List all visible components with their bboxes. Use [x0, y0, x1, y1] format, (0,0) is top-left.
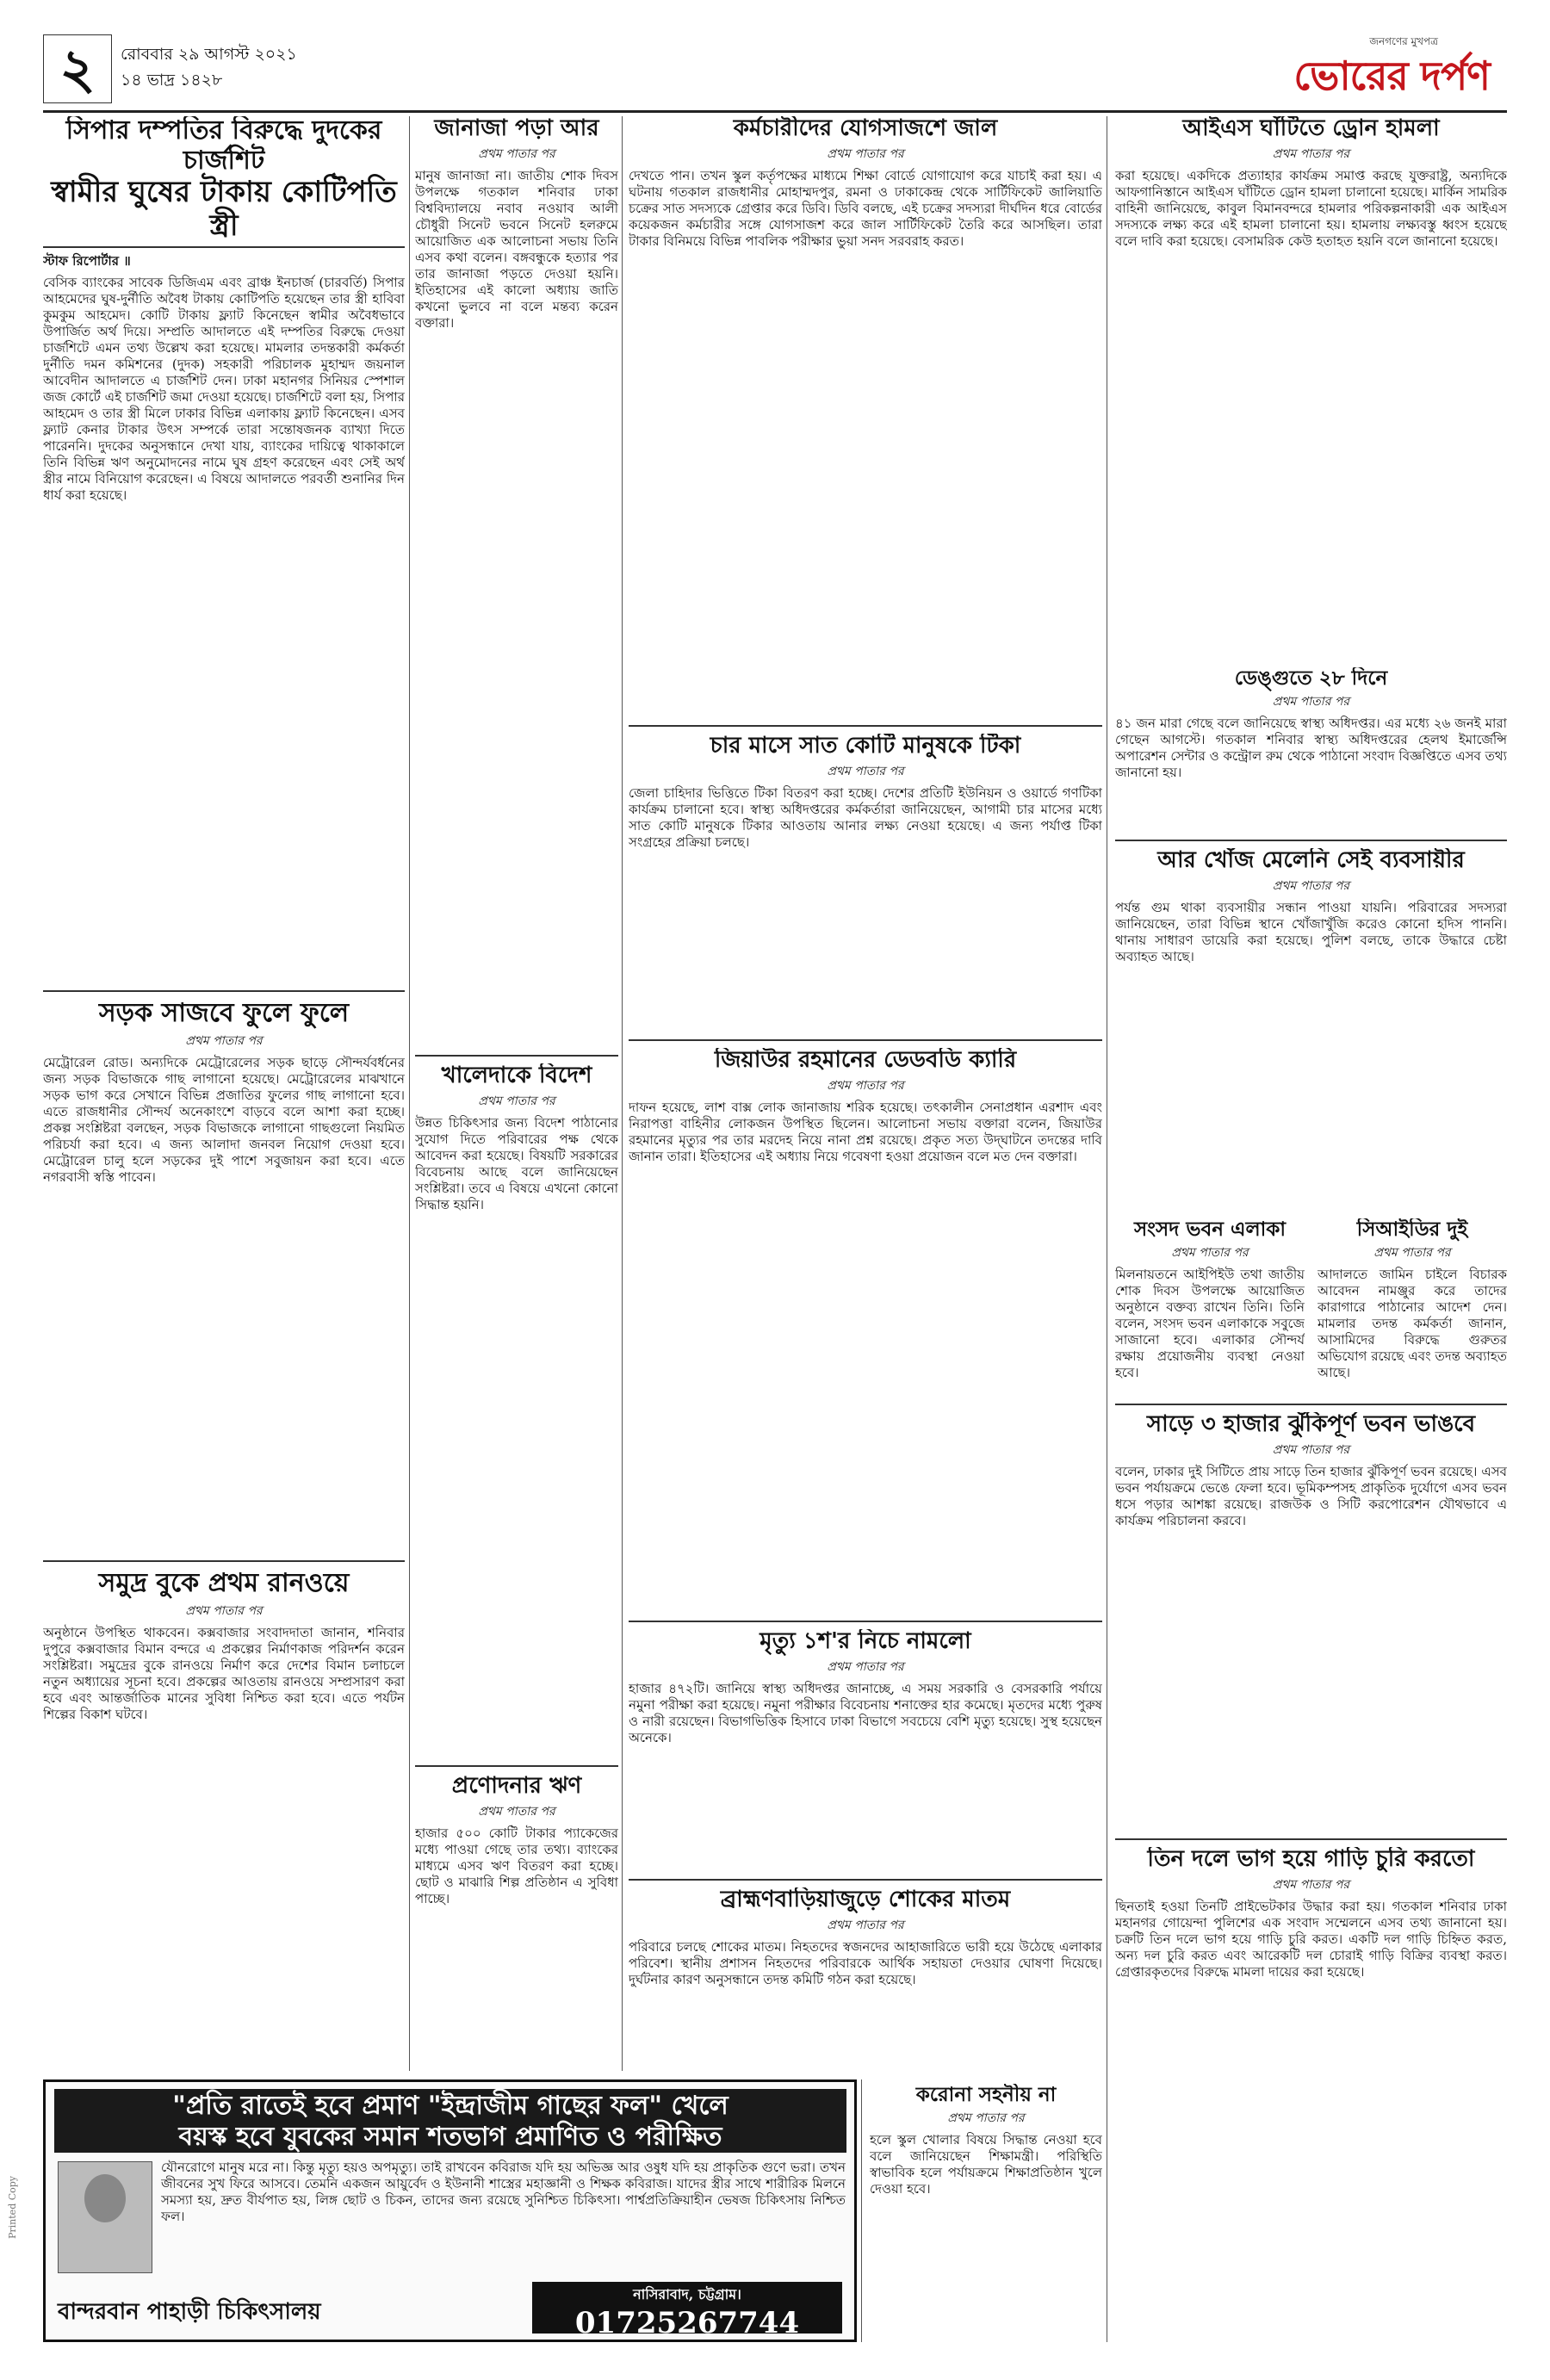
masthead-title: ভোরের দর্পণ — [1293, 53, 1490, 99]
article-headline: ব্রাহ্মণবাড়িয়াজুড়ে শোকের মাতম — [720, 1887, 1011, 1912]
section-divider — [629, 1621, 1102, 1622]
article-janaza — [415, 116, 618, 1046]
article-jump-label: প্রথম পাতার পর — [827, 1659, 904, 1674]
article-dengue-28-days — [1115, 667, 1507, 831]
article-body: অনুষ্ঠানে উপস্থিত থাকবেন। কক্সবাজার সংবাদদাতা জানান, শনিবার দুপুরে কক্সবাজার বিমান বন্দরে এ প্রকল্পের নির্মাণকাজ পরিদর্শন করেন সংশ্লিষ্টরা। সমুদ্রের বুকে রানওয়ে নির্মাণ করে দেশের বিমান চলাচলে নতুন অধ্যায়ের সূচনা হবে। প্রকল্পের আওতায় রানওয়ে সম্প্রসারণ করা হবে এবং আন্তর্জাতিক মানের সুবিধা নিশ্চিত করা হবে। এতে পর্যটন শিল্পের বিকাশ ঘটবে। — [43, 1624, 405, 1722]
article-headline: তিন দলে ভাগ হয়ে গাড়ি চুরি করতো — [1147, 1847, 1475, 1872]
article-parliament-area — [1115, 1218, 1305, 1399]
ad-address: নাসিরাবাদ, চট্টগ্রাম। — [633, 2286, 741, 2303]
ad-banner — [54, 2089, 846, 2153]
article-body: করা হয়েছে। একদিকে প্রত্যাহার কার্যক্রম সমাপ্ত করছে যুক্তরাষ্ট্র, অন্যদিকে আফগানিস্তানে আইএস ঘাঁটিতে ড্রোন হামলা চালানো হয়েছে। মার্কিন সামরিক বাহিনী জানিয়েছে, কাবুল বিমানবন্দরে হামলার পরিকল্পনাকারী এক আইএস সদস্যকে লক্ষ্য করে এই হামলা চালানো হয়। হামলায় লক্ষ্যবস্তু ধ্বংস হয়েছে বলে দাবি করা হয়েছে। বেসামরিক কেউ হতাহত হয়নি বলে জানানো হয়েছে। — [1115, 167, 1507, 249]
ad-body: যৌনরোগে মানুষ মরে না। কিন্তু মৃত্যু হয়ও অপমৃত্যু। তাই রাখবেন কবিরাজ যদি হয় অভিজ্ঞ আর ওষুধ যদি হয় প্রাকৃতিক গুণে ভরা। তখন জীবনের সুখ ফিরে আসবে। তেমনি একজন আয়ুর্বেদ ও ইউনানী শাস্ত্রের মহাজ্ঞানী ও শিক্ষক কবিরাজ। যাদের স্ত্রীর সাথে শারীরিক মিলনে সমস্যা হয়, দ্রুত বীর্যপাত হয়, লিঙ্গ ছোট ও চিকন, তাদের জন্য রয়েছে সুনিশ্চিত চিকিৎসা। পার্শ্বপ্রতিক্রিয়াহীন ভেষজ চিকিৎসায় নিশ্চিত ফল। — [161, 2160, 846, 2224]
article-body: পর্যন্ত গুম থাকা ব্যবসায়ীর সন্ধান পাওয়া যায়নি। পরিবারের সদস্যরা জানিয়েছেন, তারা বিভিন্ন স্থানে খোঁজাখুঁজি করেও কোনো হদিস পাননি। থানায় সাধারণ ডায়েরি করা হয়েছে। পুলিশ বলছে, তাকে উদ্ধারে চেষ্টা অব্যাহত আছে। — [1115, 899, 1507, 964]
article-ziaur-deadbody — [629, 1048, 1102, 1612]
article-jump-label: প্রথম পাতার পর — [1272, 146, 1350, 161]
article-headline: সড়ক সাজবে ফুলে ফুলে — [98, 999, 350, 1028]
article-cid-two — [1318, 1218, 1507, 1399]
article-car-theft — [1115, 1847, 1507, 2342]
article-body: বলেন, ঢাকার দুই সিটিতে প্রায় সাড়ে তিন হাজার ঝুঁকিপূর্ণ ভবন রয়েছে। এসব ভবন পর্যায়ক্রমে ভেঙে ফেলা হবে। ভূমিকম্পসহ প্রাকৃতিক দুর্যোগে এসব ভবন ধসে পড়ার আশঙ্কা রয়েছে। রাজউক ও সিটি করপোরেশন যৌথভাবে এ কার্যক্রম পরিচালনা করবে। — [1115, 1463, 1507, 1528]
article-headline: জানাজা পড়া আর — [434, 116, 599, 141]
article-headline: করোনা সহনীয় না — [915, 2084, 1057, 2106]
article-jump-label: প্রথম পাতার পর — [1272, 1877, 1350, 1892]
article-byline: স্টাফ রিপোর্টার ॥ — [43, 253, 131, 270]
article-brahmanbaria-mourning — [629, 1887, 1102, 2073]
article-missing-businessman — [1115, 848, 1507, 1210]
article-headline: প্রণোদনার ঋণ — [451, 1774, 582, 1799]
ad-clinic-name: বান্দরবান পাহাড়ী চিকিৎসালয় — [58, 2299, 321, 2325]
article-headline: জিয়াউর রহমানের ডেডবডি ক্যারি — [714, 1048, 1017, 1073]
article-incentive-loan — [415, 1774, 618, 2071]
section-divider — [1115, 1838, 1507, 1840]
article-body: ছিনতাই হওয়া তিনটি প্রাইভেটকার উদ্ধার করা হয়। গতকাল শনিবার ঢাকা মহানগর গোয়েন্দা পুলিশের এক সংবাদ সম্মেলনে এসব তথ্য জানানো হয়। চক্রটি তিন দলে ভাগ হয়ে গাড়ি চুরি করত। একটি দল গাড়ি চিহ্নিত করত, অন্য দল চুরি করত এবং আরেকটি দল চোরাই গাড়ি বিক্রির ব্যবস্থা করত। গ্রেপ্তারকৃতদের বিরুদ্ধে মামলা দায়ের করা হয়েছে। — [1115, 1898, 1507, 1980]
article-body: মিলনায়তনে আইপিইউ তথা জাতীয় শোক দিবস উপলক্ষে আয়োজিত অনুষ্ঠানে বক্তব্য রাখেন তিনি। তিনি বলেন, সংসদ ভবন এলাকাকে সবুজে সাজানো হবে। এলাকার সৌন্দর্য রক্ষায় প্রয়োজনীয় ব্যবস্থা নেওয়া হবে। — [1115, 1267, 1305, 1381]
article-body: হাজার ৪৭২টি। জানিয়ে স্বাস্থ্য অধিদপ্তর জানাচ্ছে, এ সময় সরকারি ও বেসরকারি পর্যায়ে নমুনা পরীক্ষা করা হয়েছে। নমুনা পরীক্ষার বিবেচনায় শনাক্তের হার কমেছে। মৃতদের মধ্যে পুরুষ ও নারী রয়েছেন। বিভাগভিত্তিক হিসাবে ঢাকা বিভাগে সবচেয়ে বেশি মৃত্যু হয়েছে। সুস্থ হয়েছেন অনেকে। — [629, 1680, 1102, 1745]
article-risky-buildings — [1115, 1412, 1507, 1830]
column-divider — [622, 116, 623, 2071]
section-divider — [1115, 1404, 1507, 1405]
article-jump-label: প্রথম পাতার পর — [1272, 878, 1350, 893]
page-header — [43, 34, 1507, 112]
article-body: হাজার ৫০০ কোটি টাকার প্যাকেজের মধ্যে পাওয়া গেছে তার তথ্য। ব্যাংকের মাধ্যমে এসব ঋণ বিতরণ করা হচ্ছে। ছোট ও মাঝারি শিল্প প্রতিষ্ঠান এ সুবিধা পাচ্ছে। — [415, 1825, 618, 1906]
article-jump-label: প্রথম পাতার পর — [827, 1078, 904, 1093]
date-gregorian: রোববার ২৯ আগস্ট ২০২১ — [121, 45, 297, 64]
article-isis-drone-strike — [1115, 116, 1507, 659]
article-jump-label: প্রথম পাতার পর — [478, 1804, 555, 1819]
article-fake-certificate — [629, 116, 1102, 715]
article-jump-label: প্রথম পাতার পর — [1171, 1246, 1249, 1261]
date-bangla: ১৪ ভাদ্র ১৪২৮ — [121, 71, 223, 90]
article-headline: আইএস ঘাঁটিতে ড্রোন হামলা — [1182, 116, 1440, 141]
section-divider — [629, 725, 1102, 727]
section-divider — [415, 1765, 618, 1767]
column-divider — [409, 116, 410, 2071]
article-headline: সমুদ্র বুকে প্রথম রানওয়ে — [98, 1569, 350, 1598]
article-jump-label: প্রথম পাতার পর — [478, 1094, 555, 1108]
article-road-flowers — [43, 999, 405, 1550]
article-jump-label: প্রথম পাতার পর — [827, 146, 904, 161]
article-khaleda-abroad — [415, 1063, 618, 1757]
article-jump-label: প্রথম পাতার পর — [1272, 1442, 1350, 1457]
section-divider — [629, 1879, 1102, 1881]
article-body: দেখতে পান। তখন স্কুল কর্তৃপক্ষের মাধ্যমে শিক্ষা বোর্ডে যোগাযোগ করে যাচাই করা হয়। এ ঘটনায় গতকাল রাজধানীর মোহাম্মদপুর, রমনা ও ঢাকাকেন্দ্র থেকে সার্টিফিকেট জালিয়াতি চক্রের সাত সদস্যকে গ্রেপ্তার করে ডিবি। ডিবি বলছে, এই চক্রের সদস্যরা দীর্ঘদিন ধরে বোর্ডের কয়েকজন কর্মচারীর সঙ্গে যোগসাজশ করে জাল সার্টিফিকেট তৈরি করে আসছিল। তারা টাকার বিনিময়ে বিভিন্ন পাবলিক পরীক্ষার ভুয়া সনদ সরবরাহ করত। — [629, 167, 1102, 249]
date-block — [121, 41, 297, 93]
advertisement — [43, 2079, 857, 2342]
article-body: বেসিক ব্যাংকের সাবেক ডিজিএম এবং ব্রাঞ্চ ইনচার্জ (চারবর্তি) সিপার আহমেদের ঘুষ-দুর্নীতি অবৈধ টাকায় কোটিপতি হয়েছেন তার স্ত্রী হাবিবা কুমকুম আহমেদ। কোটি টাকায় ফ্ল্যাট কিনেছেন স্বামীর অবৈধভাবে উপার্জিত অর্থ দিয়ে। সম্প্রতি আদালতে এই দম্পতির বিরুদ্ধে দেওয়া চার্জশিটে এমন তথ্য উল্লেখ করা হয়েছে। মামলার তদন্তকারী কর্মকর্তা দুর্নীতি দমন কমিশনের (দুদক) সহকারী পরিচালক মুহাম্মদ জয়নাল আবেদীন আদালতে এ চার্জশিট দেন। ঢাকা মহানগর সিনিয়র স্পেশাল জজ কোর্টে এই চার্জশিট জমা দেওয়া হয়েছে। চার্জশিটে বলা হয়, সিপার আহমেদ ও তার স্ত্রী মিলে ঢাকার বিভিন্ন এলাকায় ফ্ল্যাট কিনেছেন। এসব ফ্ল্যাট কেনার টাকার উৎস সম্পর্কে তারা সন্তোষজনক ব্যাখ্যা দিতে পারেননি। দুদকের অনুসন্ধানে দেখা যায়, ব্যাংকের দায়িত্বে থাকাকালে তিনি বিভিন্ন ঋণ অনুমোদনের নামে ঘুষ গ্রহণ করেছেন এবং সেই অর্থ স্ত্রীর নামে বিনিয়োগ করেছেন। এ বিষয়ে আদালতে পরবর্তী শুনানির দিন ধার্য করা হয়েছে। — [43, 275, 405, 504]
article-body: পরিবারে চলছে শোকের মাতম। নিহতদের স্বজনদের আহাজারিতে ভারী হয়ে উঠেছে এলাকার পরিবেশ। স্থানীয় প্রশাসন নিহতদের পরিবারকে আর্থিক সহায়তা দেওয়ার ঘোষণা দিয়েছে। দুর্ঘটনার কারণ অনুসন্ধানে তদন্ত কমিটি গঠন করা হয়েছে। — [629, 1938, 1102, 1987]
article-headline: সিআইডির দুই — [1356, 1218, 1468, 1241]
section-divider — [43, 990, 405, 992]
article-jump-label: প্রথম পাতার পর — [185, 1603, 263, 1618]
article-headline: মৃত্যু ১শ'র নিচে নামলো — [760, 1629, 971, 1654]
article-body: উন্নত চিকিৎসার জন্য বিদেশ পাঠানোর সুযোগ দিতে পরিবারের পক্ষ থেকে আবেদন করা হয়েছে। বিষয়টি সরকারের বিবেচনায় আছে বলে জানিয়েছেন সংশ্লিষ্টরা। তবে এ বিষয়ে এখনো কোনো সিদ্ধান্ত হয়নি। — [415, 1114, 618, 1212]
article-death-below-100 — [629, 1629, 1102, 1870]
article-jump-label: প্রথম পাতার পর — [827, 764, 904, 778]
article-body: দাফন হয়েছে, লাশ বাক্স লোক জানাজায় শরিক হয়েছে। তৎকালীন সেনাপ্রধান এরশাদ এবং নিরাপত্তা বাহিনীর লোকজন উপস্থিত ছিলেন। আলোচনা সভায় বক্তারা বলেন, জিয়াউর রহমানের মৃত্যুর পর তার মরদেহ নিয়ে নানা প্রশ্ন রয়েছে। প্রকৃত সত্য উদ্‌ঘাটনে তদন্তের দাবি জানান তারা। ইতিহাসের এই অধ্যায় নিয়ে গবেষণা হওয়া প্রয়োজন বলে মত দেন বক্তারা। — [629, 1099, 1102, 1164]
ad-banner-line: "প্রতি রাতেই হবে প্রমাণ "ইন্দ্রাজীম গাছের ফল" খেলে — [172, 2091, 728, 2121]
page-number: ২ — [43, 34, 112, 103]
article-vaccine-seven-crore — [629, 734, 1102, 1031]
column-divider — [861, 2079, 862, 2342]
article-headline: সংসদ ভবন এলাকা — [1133, 1218, 1286, 1241]
masthead — [1266, 34, 1490, 108]
ad-portrait-image — [58, 2161, 152, 2273]
article-body: মেট্রোরেল রোড। অন্যদিকে মেট্রোরেলের সড়ক ছাড়ে সৌন্দর্যবর্ধনের জন্য সড়ক বিভাজকে গাছ লাগানো হয়েছে। মেট্রোরেলের মাঝখানে সড়ক ভাগ করে সেখানে বিভিন্ন প্রজাতির ফুলের গাছ লাগানো হবে। এতে রাজধানীর সৌন্দর্য অনেকাংশে বাড়বে বলে আশা করা হচ্ছে। প্রকল্প সংশ্লিষ্টরা বলছেন, সড়ক বিভাজকে লাগানো গাছগুলো নিয়মিত পরিচর্যা করা হবে। এ জন্য আলাদা জনবল নিয়োগ দেওয়া হবে। মেট্রোরেল চালু হলে সড়কের দুই পাশে সবুজায়ন করা হবে। এতে নগরবাসী স্বস্তি পাবেন। — [43, 1054, 405, 1185]
section-divider — [629, 1039, 1102, 1041]
ad-banner-line: বয়স্ক হবে যুবকের সমান শতভাগ প্রমাণিত ও পরীক্ষিত — [178, 2122, 722, 2152]
section-divider — [1115, 840, 1507, 841]
article-jump-label: প্রথম পাতার পর — [1373, 1246, 1451, 1261]
article-body: মানুষ জানাজা না। জাতীয় শোক দিবস উপলক্ষে গতকাল শনিবার ঢাকা বিশ্ববিদ্যালয়ে নবাব নওয়াব আলী চৌধুরী সিনেট ভবনে সিনেট হলরুমে আয়োজিত এক আলোচনা সভায় তিনি এসব কথা বলেন। বঙ্গবন্ধুকে হত্যার পর তার জানাজা পড়তে দেওয়া হয়নি। ইতিহাসের এই কালো অধ্যায় জাতি কখনো ভুলবে না বলে মন্তব্য করেন বক্তারা। — [415, 167, 618, 331]
side-print-mark: Printed Copy — [7, 2175, 18, 2239]
article-headline: আর খোঁজ মেলেনি সেই ব্যবসায়ীর — [1157, 848, 1465, 873]
article-jump-label: প্রথম পাতার পর — [827, 1918, 904, 1932]
article-body: হলে স্কুল খোলার বিষয়ে সিদ্ধান্ত নেওয়া হবে বলে জানিয়েছেন শিক্ষামন্ত্রী। পরিস্থিতি স্বাভাবিক হলে পর্যায়ক্রমে শিক্ষাপ্রতিষ্ঠান খুলে দেওয়া হবে। — [870, 2132, 1102, 2197]
article-body: ৪১ জন মারা গেছে বলে জানিয়েছে স্বাস্থ্য অধিদপ্তর। এর মধ্যে ২৬ জনই মারা গেছেন আগস্টে। গতকাল শনিবার স্বাস্থ্য অধিদপ্তরের হেলথ ইমার্জেন্সি অপারেশন সেন্টার ও কন্ট্রোল রুম থেকে পাঠানো সংবাদ বিজ্ঞপ্তিতে এসব তথ্য জানানো হয়। — [1115, 716, 1507, 781]
article-subheadline: স্বামীর ঘুষের টাকায় কোটিপতি স্ত্রী — [43, 176, 405, 248]
section-divider — [43, 1560, 405, 1562]
article-headline: সাড়ে ৩ হাজার ঝুঁকিপূর্ণ ভবন ভাঙবে — [1146, 1412, 1476, 1437]
article-headline: সিপার দম্পতির বিরুদ্ধে দুদকের চার্জশিট — [65, 116, 382, 176]
article-body: আদালতে জামিন চাইলে বিচারক আবেদন নামঞ্জুর করে তাদের কারাগারে পাঠানোর আদেশ দেন। মামলার তদন্ত কর্মকর্তা জানান, আসামিদের বিরুদ্ধে গুরুতর অভিযোগ রয়েছে এবং তদন্ত অব্যাহত আছে। — [1318, 1267, 1507, 1381]
article-jump-label: প্রথম পাতার পর — [947, 2111, 1025, 2126]
article-jump-label: প্রথম পাতার পর — [185, 1033, 263, 1048]
article-headline: কর্মচারীদের যোগসাজশে জাল — [733, 116, 998, 141]
ad-contact-box — [532, 2282, 842, 2340]
article-headline: ডেঙ্গুতে ২৮ দিনে — [1234, 667, 1388, 690]
ad-phone: 01725267744 — [574, 2306, 800, 2340]
article-jump-label: প্রথম পাতার পর — [1272, 695, 1350, 710]
article-sea-runway — [43, 1569, 405, 2068]
article-sipar-chargesheet — [43, 116, 405, 986]
header-divider — [43, 110, 1507, 113]
article-body: জেলা চাহিদার ভিত্তিতে টিকা বিতরণ করা হচ্ছে। দেশের প্রতিটি ইউনিয়ন ও ওয়ার্ডে গণটিকা কার্যক্রম চালানো হবে। স্বাস্থ্য অধিদপ্তরের কর্মকর্তারা জানিয়েছেন, আগামী চার মাসের মধ্যে সাত কোটি মানুষকে টিকার আওতায় আনার লক্ষ্য নেওয়া হয়েছে। এ জন্য পর্যাপ্ত টিকা সংগ্রহের প্রক্রিয়া চলছে। — [629, 784, 1102, 850]
article-headline: চার মাসে সাত কোটি মানুষকে টিকা — [710, 734, 1021, 759]
section-divider — [415, 1055, 618, 1057]
article-headline: খালেদাকে বিদেশ — [441, 1063, 592, 1088]
article-jump-label: প্রথম পাতার পর — [478, 146, 555, 161]
masthead-tagline: জনগণের মুখপত্র — [1369, 35, 1438, 47]
article-corona-not-tolerable — [870, 2084, 1102, 2342]
